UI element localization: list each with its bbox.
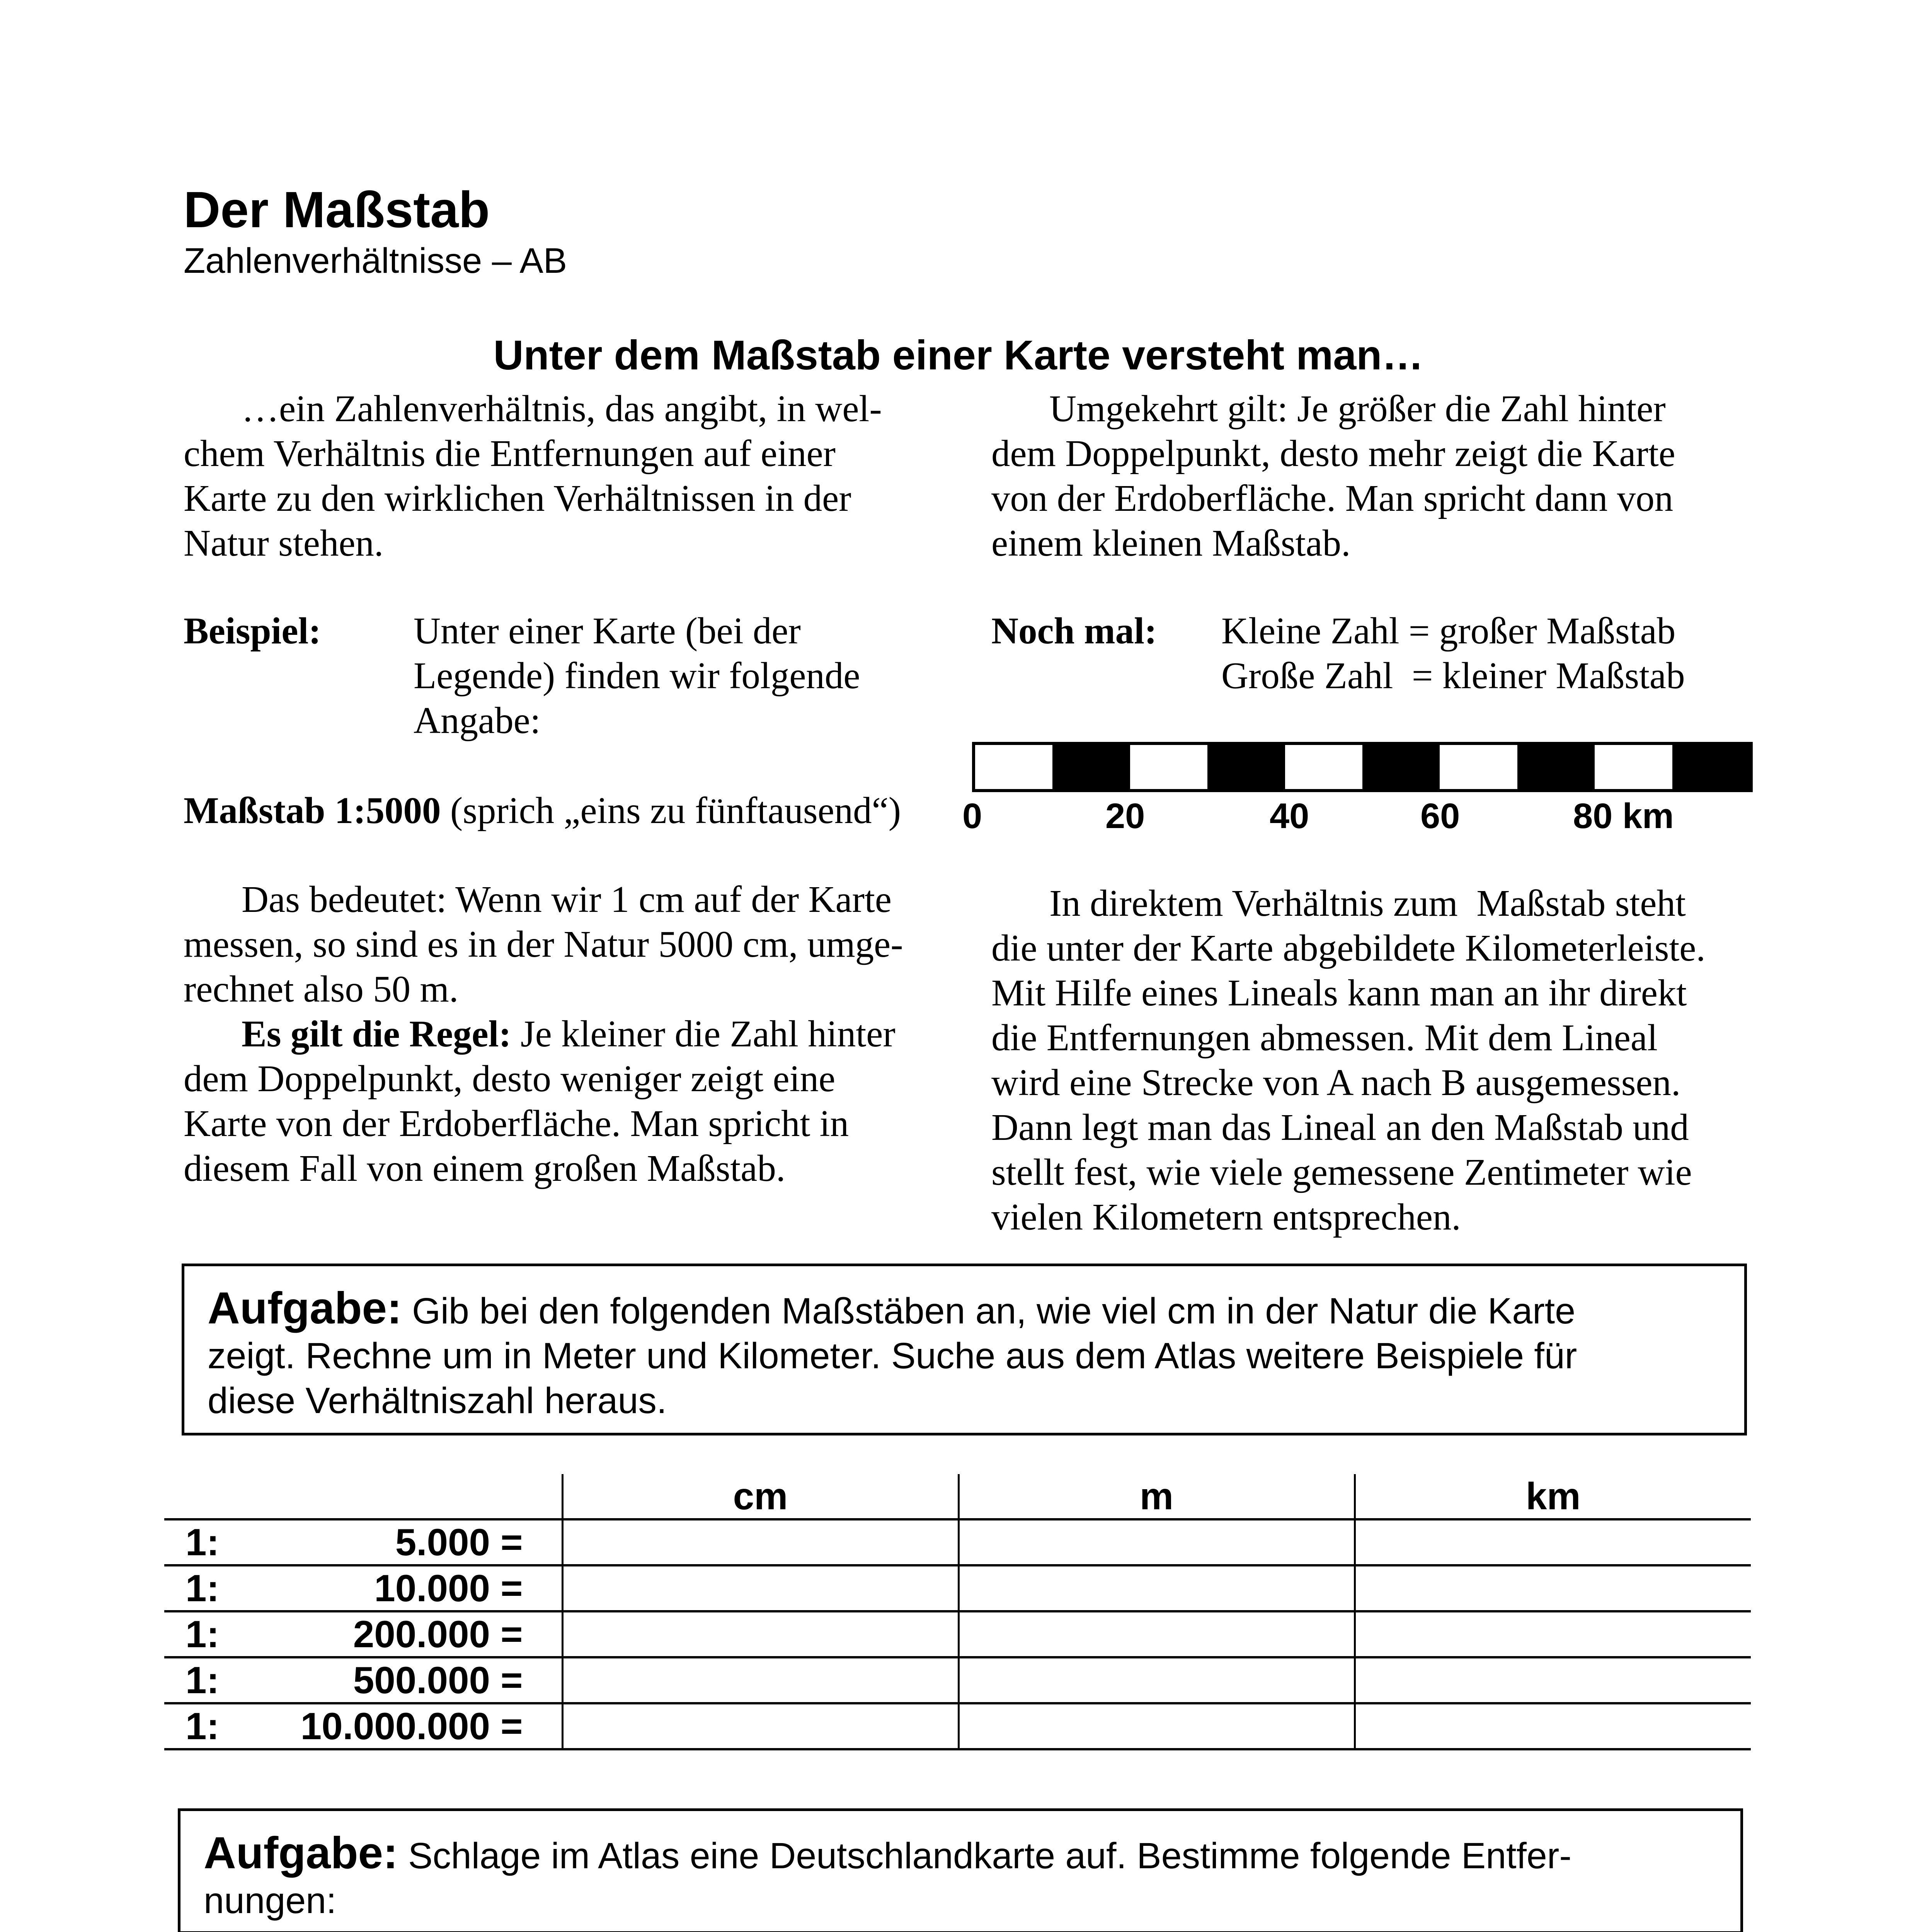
answer-cell-km[interactable] (1355, 1703, 1751, 1749)
table-row (164, 1611, 1751, 1657)
scale-bar-segment (1285, 745, 1362, 789)
task-text: nungen: (204, 1880, 337, 1921)
text-line: stellt fest, wie viele gemessene Zentimeter wie (991, 1151, 1692, 1193)
text-line: Legende) finden wir folgende (414, 655, 860, 696)
scale-tick-label: 60 (1420, 796, 1460, 836)
umgekehrt-paragraph (991, 386, 1764, 566)
scale-tick-label: 40 (1270, 796, 1309, 836)
scale-cell (164, 1565, 562, 1611)
text-line: diesem Fall von einem großen Maßstab. (184, 1148, 786, 1189)
ratio-value: 10.000.000 = (300, 1705, 523, 1747)
scale-tick-label: 0 (962, 796, 982, 836)
text-line: Große Zahl = kleiner Maßstab (1221, 655, 1685, 696)
text-line: Karte zu den wirklichen Verhältnissen in der (184, 478, 851, 519)
scale-bar-segment (1595, 745, 1672, 789)
answer-cell-km[interactable] (1355, 1565, 1751, 1611)
scale-tick-label: 20 (1105, 796, 1145, 836)
scale-cell (164, 1703, 562, 1749)
scale-bar-segment (1130, 745, 1207, 789)
intro-paragraph (184, 386, 949, 566)
text-line: Das bedeutet: Wenn wir 1 cm auf der Karte (242, 879, 892, 920)
table-row (164, 1565, 1751, 1611)
text-line: Karte von der Erdoberfläche. Man spricht in (184, 1103, 849, 1144)
task-text: diese Verhältniszahl heraus. (208, 1380, 667, 1421)
page-title: Der Maßstab (184, 181, 490, 238)
ratio-prefix: 1: (186, 1613, 220, 1655)
answer-cell-m[interactable] (958, 1657, 1355, 1703)
ratio-prefix: 1: (186, 1659, 220, 1701)
text-line: Umgekehrt gilt: Je größer die Zahl hinter (1049, 388, 1666, 429)
scale-bar-segment (1362, 745, 1440, 789)
text-line: dem Doppelpunkt, desto mehr zeigt die Karte (991, 433, 1675, 474)
answer-cell-km[interactable] (1355, 1611, 1751, 1657)
answer-cell-m[interactable] (958, 1611, 1355, 1657)
text-line: die unter der Karte abgebildete Kilometerleiste. (991, 927, 1706, 969)
text-line: Natur stehen. (184, 522, 384, 564)
answer-cell-cm[interactable] (562, 1703, 958, 1749)
scale-bar-segment (1207, 745, 1285, 789)
regel-line (184, 1012, 949, 1056)
scale-bar-segment (1440, 745, 1517, 789)
text-line: messen, so sind es in der Natur 5000 cm, umge- (184, 923, 903, 965)
text-line: wird eine Strecke von A nach B ausgemessen. (991, 1062, 1681, 1103)
nochmal-label: Noch mal: (991, 610, 1157, 651)
massstab-pronunciation: (sprich „eins zu fünftausend“) (441, 790, 901, 831)
text-line: Angabe: (414, 700, 541, 741)
ratio-prefix: 1: (186, 1705, 220, 1747)
answer-cell-m[interactable] (958, 1703, 1355, 1749)
table-header-cm: cm (562, 1474, 958, 1519)
answer-cell-cm[interactable] (562, 1519, 958, 1565)
text-line: In direktem Verhältnis zum Maßstab steht (1049, 883, 1686, 924)
table-header-m: m (958, 1474, 1355, 1519)
scale-bar-segment (975, 745, 1052, 789)
bedeutet-paragraph (184, 877, 949, 1191)
text-line: …ein Zahlenverhältnis, das angibt, in wel- (242, 388, 882, 429)
table-row (164, 1657, 1751, 1703)
massstab-label: Maßstab 1:5000 (184, 790, 441, 831)
task-label: Aufgabe: (208, 1283, 402, 1333)
table-header-row (164, 1474, 1751, 1519)
answer-cell-cm[interactable] (562, 1565, 958, 1611)
ratio-value: 500.000 = (353, 1659, 523, 1701)
text-line: chem Verhältnis die Entfernungen auf einer (184, 433, 836, 474)
text-line: Kleine Zahl = großer Maßstab (1221, 610, 1676, 651)
scale-bar-segment (1052, 745, 1130, 789)
task-text: Schlage im Atlas eine Deutschlandkarte auf. Bestimme folgende Entfer- (398, 1835, 1571, 1876)
table-header-blank (164, 1474, 562, 1519)
regel-label: Es gilt die Regel: (242, 1013, 511, 1054)
direkt-paragraph (991, 881, 1764, 1240)
text-line: Mit Hilfe eines Lineals kann man an ihr direkt (991, 972, 1687, 1014)
beispiel-text (414, 609, 916, 743)
ratio-prefix: 1: (186, 1521, 220, 1563)
scale-tick-label: 80 km (1573, 796, 1674, 836)
scale-cell (164, 1519, 562, 1565)
scale-bar (972, 742, 1753, 792)
text-line: rechnet also 50 m. (184, 968, 459, 1010)
text-line: Dann legt man das Lineal an den Maßstab und (991, 1107, 1689, 1148)
massstab-example (184, 788, 901, 833)
page-subtitle: Zahlenverhältnisse – AB (184, 241, 567, 281)
task-box-2 (178, 1808, 1743, 1932)
scale-cell (164, 1657, 562, 1703)
ratio-value: 10.000 = (374, 1567, 523, 1609)
answer-cell-m[interactable] (958, 1565, 1355, 1611)
table-row (164, 1703, 1751, 1749)
scale-conversion-table (164, 1474, 1751, 1750)
answer-cell-cm[interactable] (562, 1611, 958, 1657)
scale-bar-segment (1672, 745, 1750, 789)
table-row (164, 1519, 1751, 1565)
ratio-value: 200.000 = (353, 1613, 523, 1655)
text-line: die Entfernungen abmessen. Mit dem Lineal (991, 1017, 1658, 1058)
task-label: Aufgabe: (204, 1828, 398, 1878)
answer-cell-cm[interactable] (562, 1657, 958, 1703)
ratio-prefix: 1: (186, 1567, 220, 1609)
beispiel-label: Beispiel: (184, 610, 321, 651)
ratio-value: 5.000 = (395, 1521, 523, 1563)
text-line: dem Doppelpunkt, desto weniger zeigt eine (184, 1058, 836, 1099)
answer-cell-m[interactable] (958, 1519, 1355, 1565)
task-box-1 (182, 1264, 1747, 1435)
text-line: vielen Kilometern entsprechen. (991, 1196, 1461, 1238)
task-text: Gib bei den folgenden Maßstäben an, wie viel cm in der Natur die Karte (402, 1291, 1576, 1332)
nochmal-text (1221, 609, 1685, 698)
section-heading: Unter dem Maßstab einer Karte versteht man… (493, 332, 1424, 378)
answer-cell-km[interactable] (1355, 1657, 1751, 1703)
text-line: einem kleinen Maßstab. (991, 522, 1351, 564)
text-line: von der Erdoberfläche. Man spricht dann von (991, 478, 1674, 519)
table-header-km: km (1355, 1474, 1751, 1519)
regel-text: Je kleiner die Zahl hinter (511, 1013, 896, 1054)
task-text: zeigt. Rechne um in Meter und Kilometer. Suche aus dem Atlas weitere Beispiele für (208, 1335, 1577, 1376)
scale-bar-segment (1517, 745, 1595, 789)
text-line: Unter einer Karte (bei der (414, 610, 801, 651)
answer-cell-km[interactable] (1355, 1519, 1751, 1565)
scale-cell (164, 1611, 562, 1657)
